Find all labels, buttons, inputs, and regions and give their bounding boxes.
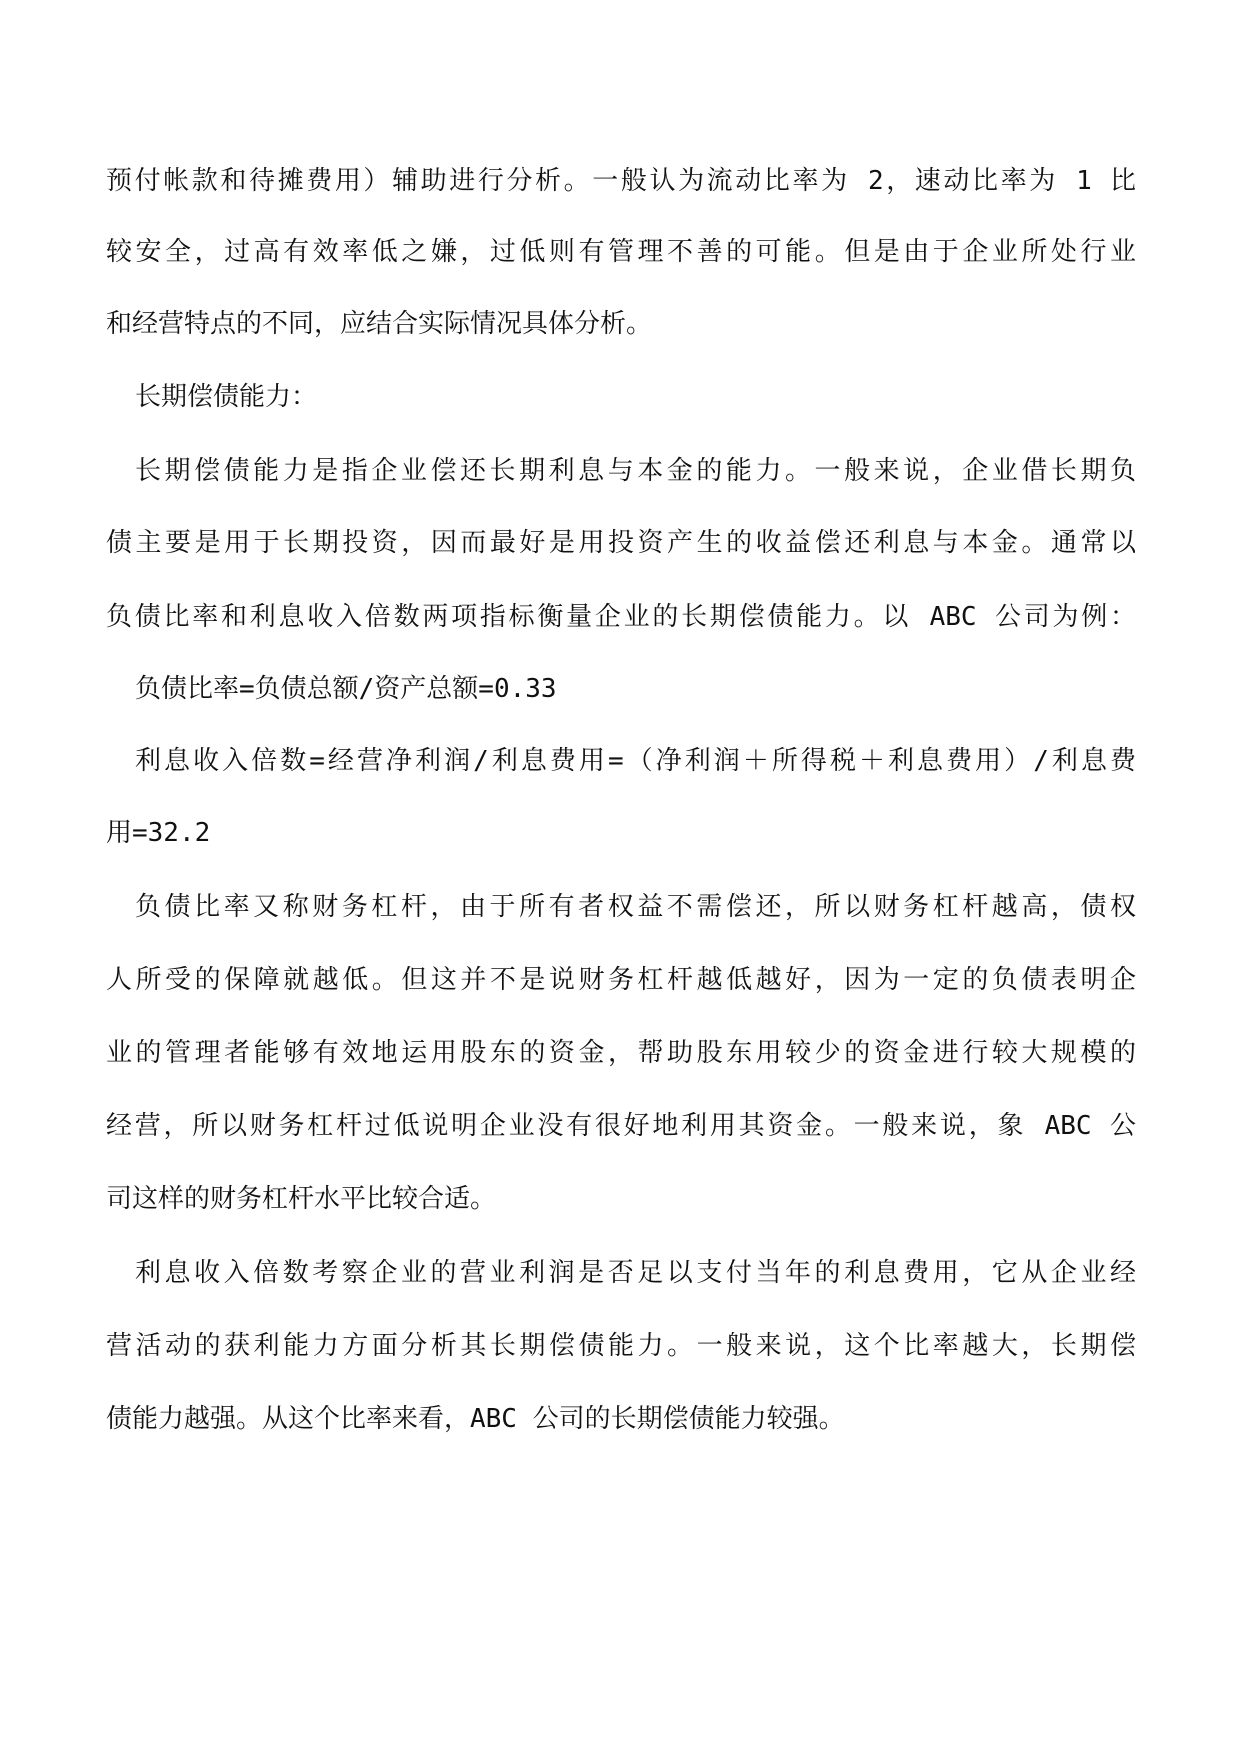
text-line: 利息收入倍数考察企业的营业利润是否足以支付当年的利息费用，它从企业经 bbox=[135, 1258, 1136, 1288]
text-line: 负债比率又称财务杠杆，由于所有者权益不需偿还，所以财务杠杆越高，债权 bbox=[135, 892, 1136, 922]
text-line: 较安全，过高有效率低之嫌，过低则有管理不善的可能。但是由于企业所处行业 bbox=[106, 237, 1136, 267]
text-line: 经营，所以财务杠杆过低说明企业没有很好地利用其资金。一般来说，象 ABC 公 bbox=[106, 1111, 1136, 1141]
formula-line: 利息收入倍数=经营净利润/利息费用=（净利润＋所得税＋利息费用）/利息费 bbox=[135, 746, 1136, 776]
text-line: 长期偿债能力是指企业偿还长期利息与本金的能力。一般来说，企业借长期负 bbox=[135, 456, 1136, 486]
text-line: 债能力越强。从这个比率来看，ABC 公司的长期偿债能力较强。 bbox=[106, 1404, 845, 1434]
text-line: 预付帐款和待摊费用）辅助进行分析。一般认为流动比率为 2，速动比率为 1 比 bbox=[106, 166, 1136, 196]
text-line: 人所受的保障就越低。但这并不是说财务杠杆越低越好，因为一定的负债表明企 bbox=[106, 965, 1136, 995]
text-line: 负债比率和利息收入倍数两项指标衡量企业的长期偿债能力。以 ABC 公司为例： bbox=[106, 602, 1136, 632]
text-line: 司这样的财务杠杆水平比较合适。 bbox=[106, 1184, 497, 1214]
text-line: 和经营特点的不同，应结合实际情况具体分析。 bbox=[106, 309, 653, 339]
formula-line: 负债比率=负债总额/资产总额=0.33 bbox=[135, 674, 557, 704]
text-line: 债主要是用于长期投资，因而最好是用投资产生的收益偿还利息与本金。通常以 bbox=[106, 528, 1136, 558]
text-line: 业的管理者能够有效地运用股东的资金，帮助股东用较少的资金进行较大规模的 bbox=[106, 1038, 1136, 1068]
section-heading: 长期偿债能力： bbox=[135, 382, 318, 412]
text-line: 营活动的获利能力方面分析其长期偿债能力。一般来说，这个比率越大，长期偿 bbox=[106, 1331, 1136, 1361]
formula-line: 用=32.2 bbox=[106, 818, 211, 848]
